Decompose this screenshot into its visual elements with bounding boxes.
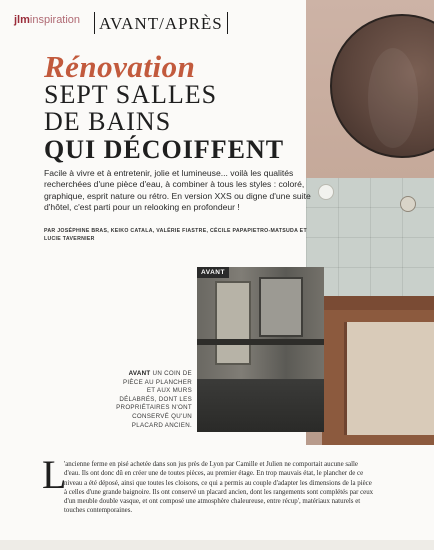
caption-text: UN COIN DE PIÈCE AU PLANCHER ET AUX MURS DÉLABRÉS, DONT LES PROPRIÉTAIRES N'ONT CONSERVÉ QU'UN PLACARD ANCIEN. bbox=[116, 370, 192, 429]
brand-main: jlm bbox=[14, 14, 30, 26]
old-floor bbox=[197, 379, 324, 432]
section-rubric bbox=[90, 12, 232, 34]
faucet-icon bbox=[400, 196, 416, 212]
vanity-drawer bbox=[344, 322, 434, 435]
headline-line-2: DE BAINS bbox=[44, 107, 172, 136]
after-bathroom-photo bbox=[306, 0, 434, 445]
wall-socket-icon bbox=[318, 184, 334, 200]
rubric-label: AVANT/APRÈS bbox=[99, 14, 223, 33]
before-photo bbox=[197, 267, 324, 432]
wooden-countertop bbox=[316, 296, 434, 310]
photo-caption bbox=[116, 370, 192, 430]
round-mirror bbox=[330, 14, 434, 158]
before-tag: AVANT bbox=[197, 267, 229, 278]
headline-line-1: SEPT SALLES bbox=[44, 80, 218, 109]
caption-lead: AVANT bbox=[128, 370, 151, 377]
body-paragraph bbox=[42, 452, 374, 516]
brand-sub: inspiration bbox=[29, 14, 81, 26]
magazine-brand bbox=[14, 14, 80, 26]
author-credits: PAR JOSÉPHINE BRAS, KEIKO CATALA, VALÉRIE FIASTRE, CÉCILE PAPAPIETRO-MATSUDA ET LUCIE TAVERNIER bbox=[44, 228, 307, 242]
drop-cap: L bbox=[42, 452, 67, 497]
old-window bbox=[259, 277, 303, 337]
headline-kicker: Rénovation bbox=[44, 49, 196, 84]
headline-line-3: QUI DÉCOIFFENT bbox=[44, 135, 285, 164]
intro-paragraph: Facile à vivre et à entretenir, jolie et lumineuse... voilà les qualités recherchées d'une pièce d'eau, à combiner à tous les styles : coloré, graphique, esprit nature ou rétro. En version XXS ou digne d'une suite d'hôtel, c'est parti pour un relooking en profondeur ! bbox=[44, 168, 311, 212]
page-edge bbox=[0, 540, 434, 550]
old-door bbox=[215, 281, 251, 365]
body-text: 'ancienne ferme en pisé achetée dans son jus près de Lyon par Camille et Julien ne comportait aucune salle d'eau. Ils ont donc dû en créer une de toutes pièces, au premier étage. En trop mauvais état, le plancher de ce niveau a été déposé, ainsi que toutes les cloisons, ce qui a permis au couple d'adapter les dimensions de la pièce à celles d'une grande baignoire. Ils ont conservé un placard ancien, dont les rangements sont complétés par ceux d'un meuble double vasque, et ont composé une atmosphère chaleureuse, entre récup', matériaux naturels et touches contemporaines. bbox=[64, 461, 374, 515]
